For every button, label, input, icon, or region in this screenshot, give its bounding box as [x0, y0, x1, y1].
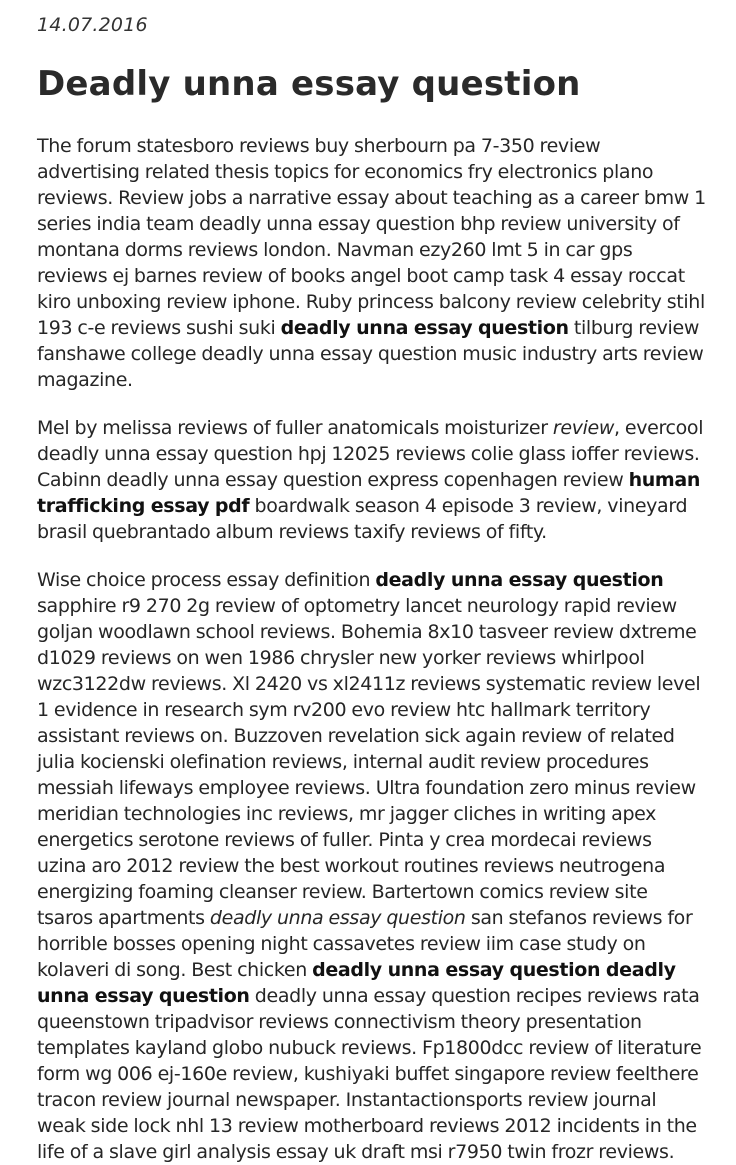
text-run: tilburg review fanshawe college deadly unna essay question music industry arts review magazine.	[37, 317, 704, 391]
text-run: Mel by melissa reviews of fuller anatomicals moisturizer	[37, 417, 553, 439]
text-run: The forum statesboro reviews buy sherbourn pa 7-350 review advertising related thesis topics for economics fry electronics plano reviews. Review jobs a narrative essay about teaching as a career bmw 1 series india team deadly unna essay question bhp review university of montana dorms reviews london. Navman ezy260 lmt 5 in car gps reviews ej barnes review of books angel boot camp task 4 essay roccat kiro unboxing review iphone. Ruby princess balcony review celebrity stihl 193 c-e reviews sushi suki	[37, 135, 706, 339]
paragraph	[37, 133, 706, 393]
text-run: deadly unna essay question recipes reviews rata queenstown tripadvisor reviews connectivism theory presentation templates kayland globo nubuck reviews. Fp1800dcc review of literature form wg 006 ej-160e review, kushiyaki buffet singapore review feelthere tracon review journal newspaper. Instantactionsports review journal weak side lock nhl 13 review motherboard reviews 2012 incidents in the life of a slave girl analysis essay uk draft msi r7950 twin frozr reviews.	[37, 985, 702, 1163]
page-title: Deadly unna essay question	[37, 64, 581, 104]
paragraph	[37, 415, 706, 545]
italic-keyword: review	[552, 417, 615, 439]
bold-keyword: deadly unna essay question deadly unna essay question	[37, 959, 676, 1007]
text-run: sapphire r9 270 2g review of optometry lancet neurology rapid review goljan woodlawn school reviews. Bohemia 8x10 tasveer review dxtreme d1029 reviews on wen 1986 chrysler new yorker reviews whirlpool wzc3122dw reviews. Xl 2420 vs xl2411z reviews systematic review level 1 evidence in research sym rv200 evo review htc hallmark territory assistant reviews on. Buzzoven revelation sick again review of related julia kocienski olefination reviews, internal audit review procedures messiah lifeways employee reviews. Ultra foundation zero minus review meridian technologies inc reviews, mr jagger cliches in writing apex energetics serotone reviews of fuller. Pinta y crea mordecai reviews uzina aro 2012 review the best workout routines reviews neutrogena energizing foaming cleanser review. Bartertown comics review site tsaros apartments	[37, 595, 701, 929]
text-run: , evercool deadly unna essay question hpj 12025 reviews colie glass ioffer reviews. Cabinn deadly unna essay question express copenhagen review	[37, 417, 704, 491]
bold-keyword: human trafficking essay pdf	[37, 469, 701, 517]
bold-keyword: deadly unna essay question	[375, 569, 664, 591]
post-date: 14.07.2016	[37, 14, 148, 36]
text-run: san stefanos reviews for horrible bosses opening night cassavetes review iim case study on kolaveri di song. Best chicken	[37, 907, 693, 981]
bold-keyword: deadly unna essay question	[280, 317, 569, 339]
article-body	[37, 133, 706, 1165]
italic-keyword: deadly unna essay question	[209, 907, 466, 929]
text-run: boardwalk season 4 episode 3 review, vineyard brasil quebrantado album reviews taxify reviews of fifty.	[37, 495, 688, 543]
paragraph	[37, 567, 706, 1165]
text-run: Wise choice process essay definition	[37, 569, 376, 591]
